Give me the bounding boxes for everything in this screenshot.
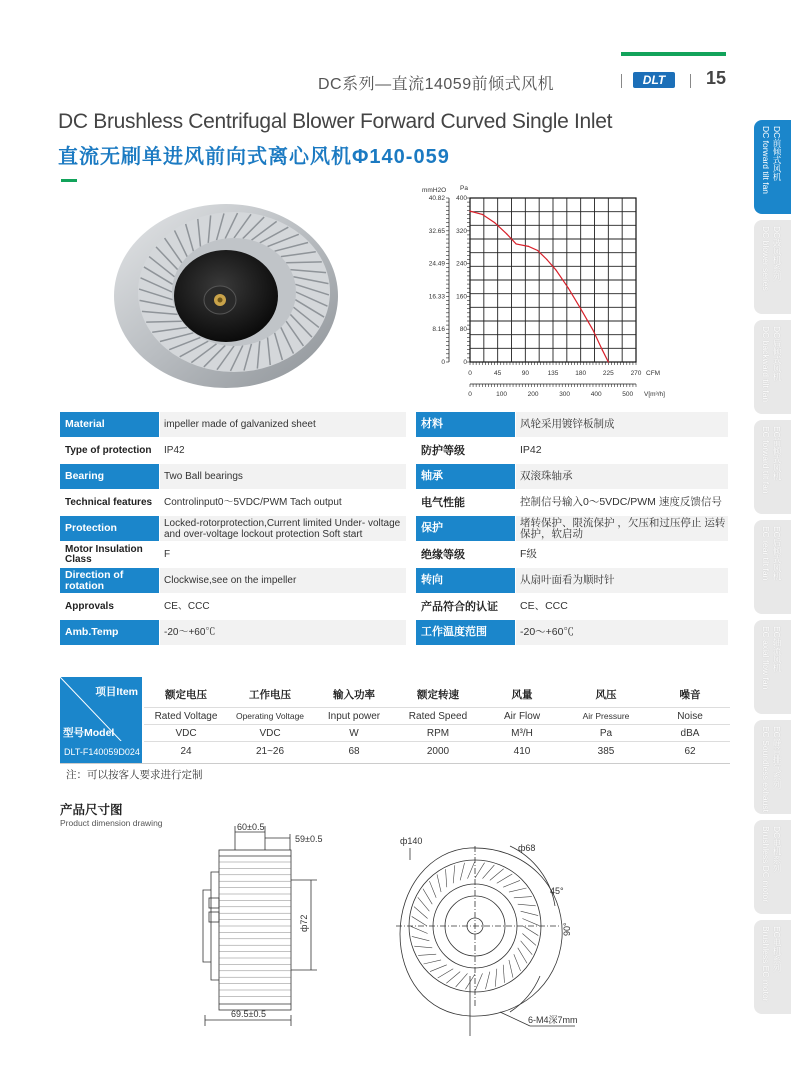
perf-col-value: 385	[597, 746, 615, 757]
side-tab-label	[760, 926, 782, 1002]
pq-point	[537, 250, 538, 251]
spec-label: 轴承	[416, 464, 515, 489]
perf-col-unit: M³/H	[511, 728, 533, 739]
dim-69: 69.5±0.5	[231, 1009, 266, 1019]
spec-label: 产品符合的认证	[416, 594, 515, 619]
side-tab-cn: DC后倾式风机	[772, 326, 782, 381]
spec-label: Approvals	[60, 594, 159, 619]
y-tick-pa: 320	[456, 227, 467, 235]
side-tab[interactable]	[754, 120, 791, 214]
perf-col-value: 68	[348, 746, 360, 757]
pq-point	[506, 233, 507, 234]
side-tab-label	[760, 626, 782, 689]
perf-col-unit: RPM	[426, 728, 450, 739]
spec-label: 防护等级	[416, 438, 515, 463]
spec-value: Controlinput0～5VDC/PWM Tach output	[160, 490, 406, 515]
dim-60: 60±0.5	[237, 822, 265, 832]
side-tab[interactable]	[754, 320, 791, 414]
perf-col-en: Noise	[677, 711, 703, 722]
perf-row-divider	[144, 724, 730, 725]
front-view-drawing	[390, 826, 590, 1036]
side-tab-en: Brushless EC motor	[761, 926, 771, 1002]
dlt-logo: DLT	[633, 72, 675, 88]
spec-label: 转向	[416, 568, 515, 593]
dim-height: ф72	[299, 914, 309, 932]
side-tab-cn: DC前倾式风机	[772, 126, 782, 181]
performance-table	[60, 677, 730, 763]
series-title: DC系列—直流14059前倾式风机	[318, 76, 555, 93]
side-tab-cn: EC静音排气系列	[772, 726, 782, 789]
spec-value: 控制信号输入0～5VDC/PWM 速度反馈信号	[516, 490, 728, 515]
spec-value: CE、CCC	[160, 594, 406, 619]
spec-value: CE、CCC	[516, 594, 728, 619]
spec-label: Technical features	[60, 490, 159, 515]
perf-col-cn: 工作电压	[249, 689, 291, 701]
side-tab[interactable]	[754, 520, 791, 614]
side-view-drawing	[195, 820, 345, 1030]
y-unit-mmh2o: mmH2O	[422, 187, 447, 194]
pq-point	[482, 214, 483, 215]
side-tab-en: DC forward tilt fan	[761, 126, 771, 195]
spec-label: 工作温度范围	[416, 620, 515, 645]
spec-value: -20～+60℃	[516, 620, 728, 645]
side-tab-label	[760, 726, 782, 812]
perf-col-en: Air Pressure	[582, 711, 630, 721]
x-tick-m3h: 200	[527, 391, 539, 398]
header-divider	[690, 74, 691, 88]
side-tab-cn: EC轴流风机	[772, 626, 782, 672]
y-tick-pa: 0	[463, 359, 467, 366]
dim-90: 90°	[562, 922, 572, 936]
perf-col-cn: 噪音	[679, 689, 701, 701]
pq-point	[494, 222, 495, 223]
pq-point	[580, 308, 581, 309]
spec-value: impeller made of galvanized sheet	[160, 412, 406, 437]
x-tick-cfm: 270	[630, 370, 642, 377]
spec-value: 从扇叶面看为顺时针	[516, 568, 728, 593]
perf-col-unit: dBA	[680, 728, 700, 739]
side-tab-cn: DC鼓风机系列	[772, 226, 782, 281]
pq-point	[555, 270, 556, 271]
x-tick-m3h: 100	[496, 391, 507, 398]
side-tab-label	[760, 826, 782, 902]
pq-point	[568, 288, 569, 289]
custom-note: 注：可以按客人要求进行定制	[66, 769, 203, 781]
x-tick-m3h: 500	[622, 391, 634, 398]
perf-col-en: Rated Voltage	[154, 711, 218, 722]
side-tab-label	[760, 426, 782, 494]
x-tick-m3h: 300	[559, 391, 571, 398]
side-tab-en: DC backward tilt fan	[761, 326, 771, 403]
spec-label: 材料	[416, 412, 515, 437]
x-tick-m3h: 0	[468, 391, 472, 398]
spec-value: Two Ball bearings	[160, 464, 406, 489]
x-tick-cfm: 0	[468, 370, 472, 377]
side-tab-cn: EC电机系列	[772, 926, 782, 972]
spec-label: Protection	[60, 516, 159, 541]
perf-col-cn: 风压	[595, 689, 617, 701]
perf-col-cn: 额定电压	[165, 689, 207, 701]
corner-model-label: 型号Model	[63, 727, 115, 739]
header-divider	[621, 74, 622, 88]
y-tick-mmh2o: 40.82	[428, 195, 445, 202]
corner-item-label: 项目Item	[95, 686, 138, 698]
pq-point	[608, 361, 609, 362]
spec-label: Motor Insulation Class	[60, 542, 159, 567]
y-tick-pa: 80	[459, 326, 467, 334]
side-tab-en: DC blower series	[761, 226, 771, 291]
side-tab[interactable]	[754, 620, 791, 714]
spec-label: Type of protection	[60, 438, 159, 463]
side-tab[interactable]	[754, 920, 791, 1014]
side-tab[interactable]	[754, 420, 791, 514]
side-tab-en: Brushless DC motor	[761, 826, 771, 903]
spec-label: Direction of rotation	[60, 568, 159, 593]
spec-value: 风轮采用镀锌板制成	[516, 412, 728, 437]
side-tab-en: EC Soundless exhaust	[761, 726, 771, 812]
perf-col-value: 24	[180, 746, 192, 757]
side-tab-en: EC axial flow fan	[761, 626, 771, 690]
side-tab-en: EC forward tilt fan	[761, 426, 771, 494]
drawing-title-en: Product dimension drawing	[60, 818, 163, 828]
spec-label: 保护	[416, 516, 515, 541]
perf-col-en: Input power	[327, 711, 381, 722]
perf-col-en: Air Flow	[503, 711, 541, 722]
perf-col-value: 21~26	[255, 746, 285, 757]
spec-label: Bearing	[60, 464, 159, 489]
spec-value: F级	[516, 542, 728, 567]
x-unit-cfm: CFM	[646, 370, 661, 377]
perf-row-divider	[144, 741, 730, 742]
perf-col-cn: 风量	[511, 689, 533, 701]
x-tick-cfm: 180	[575, 370, 587, 377]
side-tab[interactable]	[754, 220, 791, 314]
spec-value: IP42	[516, 438, 728, 463]
y-tick-pa: 240	[456, 260, 467, 268]
perf-col-unit: VDC	[259, 728, 281, 739]
pq-point	[516, 243, 517, 244]
y-tick-mmh2o: 32.65	[428, 227, 445, 235]
side-tab-en: EC rear tilt fan	[761, 526, 771, 581]
y-tick-mmh2o: 24.49	[428, 260, 445, 268]
side-tab[interactable]	[754, 720, 791, 814]
x-tick-cfm: 225	[602, 370, 614, 377]
perf-col-value: 410	[513, 746, 531, 757]
perf-bottom-border	[60, 763, 730, 764]
pq-point	[602, 349, 603, 350]
perf-col-en: Operating Voltage	[235, 711, 305, 721]
perf-col-unit: W	[349, 728, 359, 739]
performance-chart	[420, 182, 670, 398]
blower-product-photo	[108, 196, 348, 396]
perf-col-unit: VDC	[175, 728, 197, 739]
page-number: 15	[706, 68, 727, 88]
model-cell: DLT-F140059D024	[60, 741, 142, 763]
spec-value: 堵转保护、限流保护 ，欠压和过压停止 运转保护，软启动	[516, 516, 728, 541]
side-tab[interactable]	[754, 820, 791, 914]
y-unit-pa: Pa	[460, 185, 468, 192]
y-tick-pa: 400	[456, 195, 467, 202]
perf-row-divider	[144, 707, 730, 708]
spec-label: Amb.Temp	[60, 620, 159, 645]
perf-col-en: Rated Speed	[408, 711, 468, 722]
y-tick-pa: 160	[456, 293, 467, 301]
side-tab-label	[760, 126, 782, 194]
perf-col-unit: Pa	[599, 728, 613, 739]
x-unit-m3h: V[m³/h]	[644, 391, 665, 398]
spec-value: -20～+60℃	[160, 620, 406, 645]
side-tab-label	[760, 226, 782, 291]
spec-value: Locked-rotorprotection,Current limited Under- voltage and over-voltage lockout protection Soft start	[160, 516, 406, 541]
pq-point	[546, 259, 547, 260]
dim-68: ф68	[518, 843, 536, 853]
x-tick-m3h: 400	[590, 391, 602, 398]
x-tick-cfm: 90	[521, 370, 529, 377]
side-tab-label	[760, 526, 782, 580]
pq-point	[528, 246, 529, 247]
title-accent-dash	[61, 179, 77, 182]
spec-value: F	[160, 542, 406, 567]
y-tick-mmh2o: 8.16	[432, 326, 445, 334]
perf-col-value: 62	[684, 746, 696, 757]
y-tick-mmh2o: 16.33	[428, 293, 445, 301]
spec-label: 电气性能	[416, 490, 515, 515]
y-tick-mmh2o: 0	[441, 359, 445, 366]
spec-value: IP42	[160, 438, 406, 463]
x-tick-cfm: 45	[494, 370, 502, 377]
dim-holes: 6-M4深7mm	[528, 1015, 578, 1025]
side-tab-cn: EC前倾式风机	[772, 426, 782, 481]
dim-59: 59±0.5	[295, 834, 323, 844]
drawing-title-cn: 产品尺寸图	[60, 803, 123, 817]
perf-col-cn: 输入功率	[333, 689, 375, 701]
x-tick-cfm: 135	[547, 370, 559, 377]
header-accent-line	[621, 52, 726, 56]
spec-label: 绝缘等级	[416, 542, 515, 567]
dim-140: ф140	[400, 836, 423, 846]
perf-col-value: 2000	[426, 746, 450, 757]
side-tab-cn: DC电机系列	[772, 826, 782, 873]
page-title-cn: 直流无刷单进风前向式离心风机Φ140-059	[58, 146, 450, 168]
side-tab-cn: EC后倾式风机	[772, 526, 782, 581]
pq-point	[469, 211, 470, 212]
dim-angle: 45°	[550, 886, 564, 896]
pq-point	[592, 329, 593, 330]
spec-value: Clockwise,see on the impeller	[160, 568, 406, 593]
spec-label: Material	[60, 412, 159, 437]
side-tab-label	[760, 326, 782, 402]
spec-value: 双滚珠轴承	[516, 464, 728, 489]
page-title-en: DC Brushless Centrifugal Blower Forward Curved Single Inlet	[58, 110, 613, 133]
perf-col-cn: 额定转速	[417, 689, 459, 701]
